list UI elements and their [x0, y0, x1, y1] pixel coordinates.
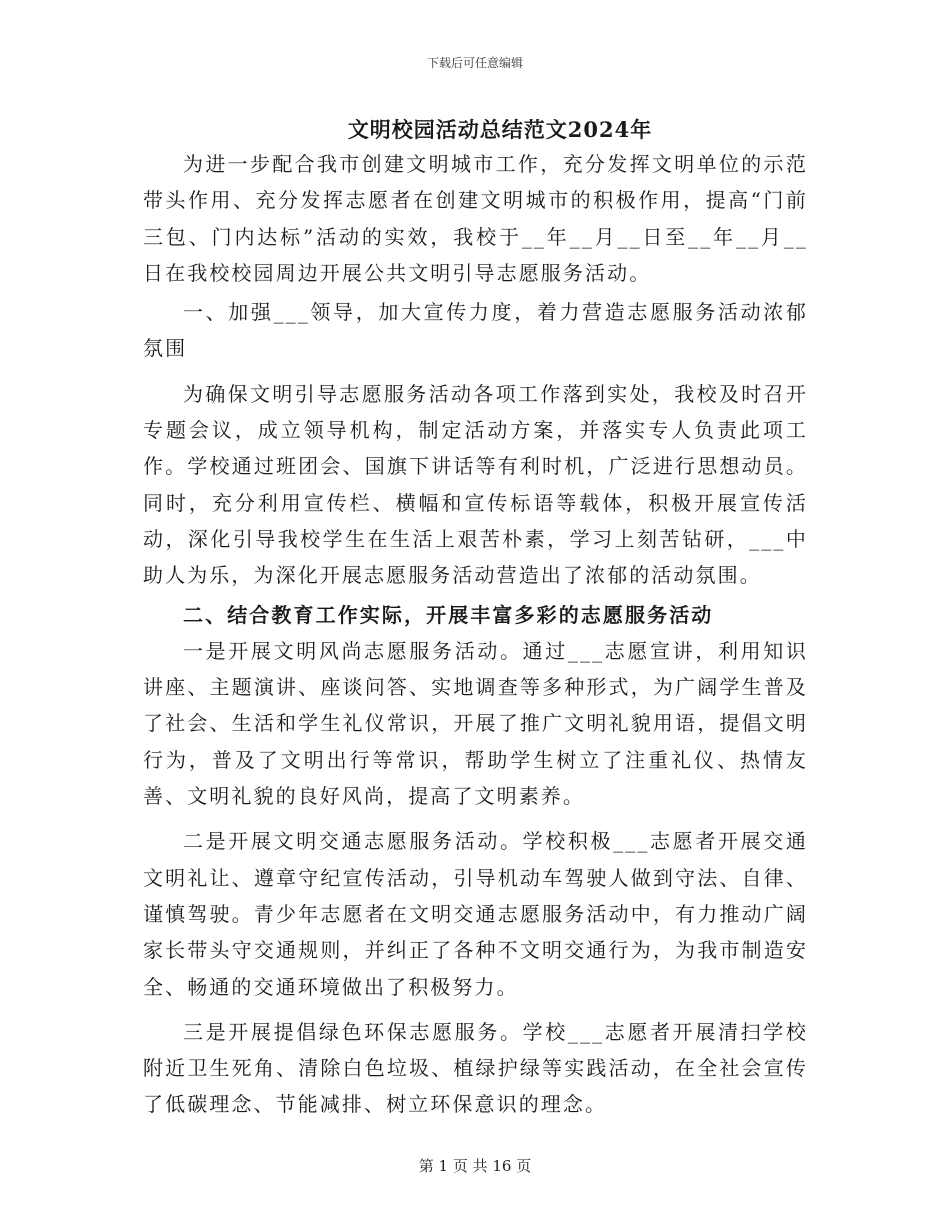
paragraph-section-1: 为确保文明引导志愿服务活动各项工作落到实处，我校及时召开专题会议，成立领导机构，制定活动方案，并落实专人负责此项工作。学校通过班团会、国旗下讲话等有利时机，广泛进行思想动员。同时，充分利用宣传栏、横幅和宣传标语等载体，积极开展宣传活动，深化引导我校学生在生活上艰苦朴素，学习上刻苦钻研，___中助人为乐，为深化开展志愿服务活动营造出了浓郁的活动氛围。 — [143, 381, 808, 588]
section-heading-2: 二、结合教育工作实际，开展丰富多彩的志愿服务活动 — [183, 602, 714, 627]
header-note: 下载后可任意编辑 — [426, 56, 523, 70]
paragraph-intro: 为进一步配合我市创建文明城市工作，充分发挥文明单位的示范带头作用、充分发挥志愿者在创建文明城市的积极作用，提高“门前三包、门内达标”活动的实效，我校于__年__月__日至__年__月__日在我校校园周边开展公共文明引导志愿服务活动。 — [143, 152, 808, 285]
paragraph-item-3: 三是开展提倡绿色环保志愿服务。学校___志愿者开展清扫学校附近卫生死角、清除白色垃圾、植绿护绿等实践活动，在全社会宣传了低碳理念、节能减排、树立环保意识的理念。 — [143, 1019, 808, 1117]
paragraph-item-2: 二是开展文明交通志愿服务活动。学校积极___志愿者开展交通文明礼让、遵章守纪宣传活动，引导机动车驾驶人做到守法、自律、谨慎驾驶。青少年志愿者在文明交通志愿服务活动中，有力推动广阔家长带头守交通规则，并纠正了各种不文明交通行为，为我市制造安全、畅通的交通环境做出了积极努力。 — [143, 829, 808, 999]
document-title: 文明校园活动总结范文2024年 — [347, 117, 653, 142]
paragraph-item-1: 一是开展文明风尚志愿服务活动。通过___志愿宣讲，利用知识讲座、主题演讲、座谈问答、实地调查等多种形式，为广阔学生普及了社会、生活和学生礼仪常识，开展了推广文明礼貌用语，提倡文明行为，普及了文明出行等常识，帮助学生树立了注重礼仪、热情友善、文明礼貌的良好风尚，提高了文明素养。 — [143, 638, 808, 809]
section-heading-1: 一、加强___领导，加大宣传力度，着力营造志愿服务活动浓郁氛围 — [143, 300, 808, 361]
page-number: 第 1 页 共 16 页 — [418, 1157, 532, 1175]
document-body — [143, 146, 808, 1123]
